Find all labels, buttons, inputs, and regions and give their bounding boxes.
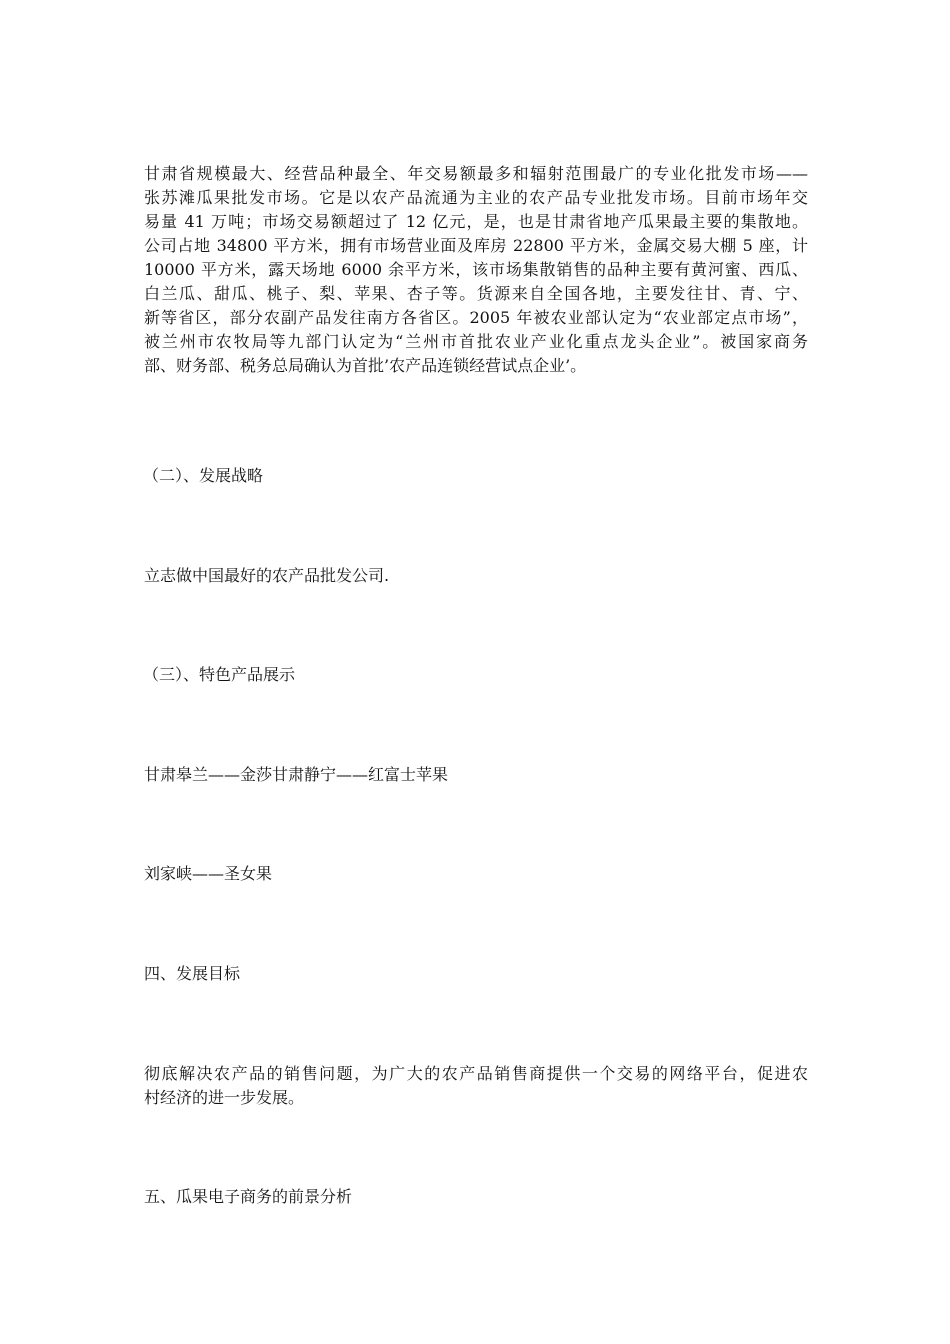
section5-heading: 五、瓜果电子商务的前景分析 [144,1187,353,1206]
section4-line: 村经济的进一步发展。 [144,1088,305,1107]
product-item: 甘肃皋兰——金莎甘肃静宁——红富士苹果 [144,765,449,784]
intro-line: 张苏滩瓜果批发市场。它是以农产品流通为主业的农产品专业批发市场。目前市场年交 [144,188,808,207]
section3-heading: （三）、特色产品展示 [143,665,296,684]
intro-line: 白兰瓜、甜瓜、桃子、梨、苹果、杏子等。货源来自全国各地，主要发往甘、青、宁、 [144,284,808,303]
intro-line: 新等省区，部分农副产品发往南方各省区。2005 年被农业部认定为“农业部定点市场”， [144,308,808,327]
intro-line: 被兰州市农牧局等九部门认定为“兰州市首批农业产业化重点龙头企业”。被国家商务 [144,332,808,351]
intro-line: 公司占地 34800 平方米，拥有市场营业面及库房 22800 平方米，金属交易大棚 5 座，计 [144,236,808,255]
section4-paragraph [144,1062,808,1110]
intro-line: 10000 平方米，露天场地 6000 余平方米，该市场集散销售的品种主要有黄河蜜、西瓜、 [144,260,808,279]
section2-body: 立志做中国最好的农产品批发公司. [144,566,390,585]
intro-line: 部、财务部、税务总局确认为首批’农产品连锁经营试点企业’。 [144,356,587,375]
product-item: 刘家峡——圣女果 [144,864,273,883]
section4-heading: 四、发展目标 [144,964,241,983]
section2-heading: （二）、发展战略 [143,466,264,485]
intro-line: 易量 41 万吨；市场交易额超过了 12 亿元，是，也是甘肃省地产瓜果最主要的集散地。 [144,212,808,231]
intro-line: 甘肃省规模最大、经营品种最全、年交易额最多和辐射范围最广的专业化批发市场—— [144,164,808,183]
section4-line: 彻底解决农产品的销售问题，为广大的农产品销售商提供一个交易的网络平台，促进农 [144,1064,808,1083]
intro-paragraph [144,162,808,378]
